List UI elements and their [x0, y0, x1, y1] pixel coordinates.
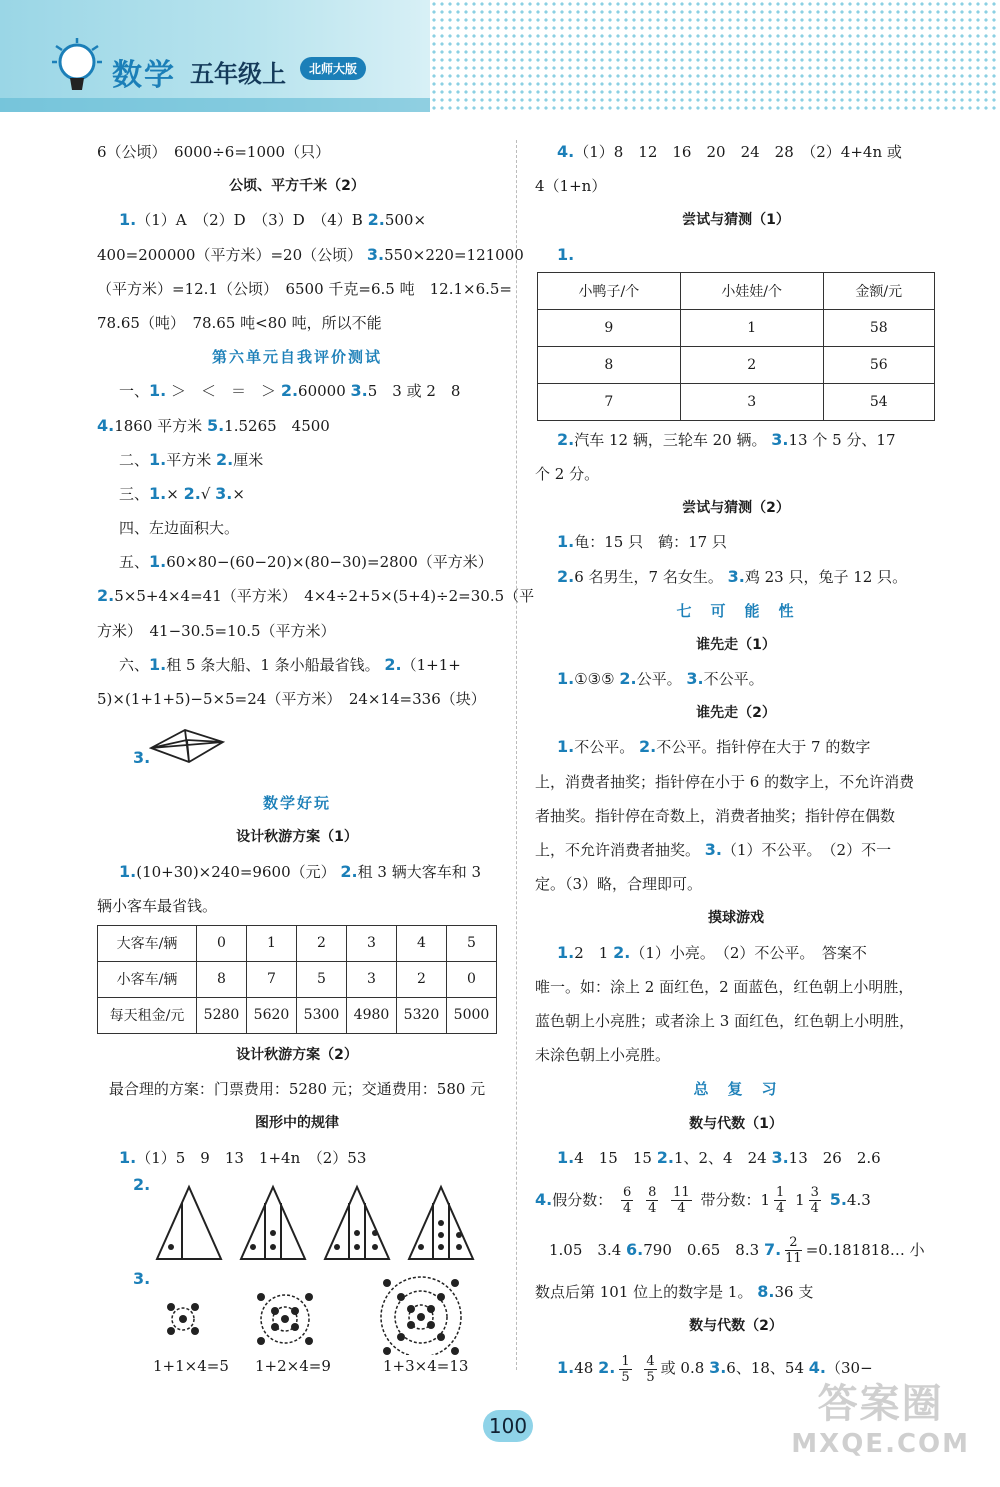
triangle-figure-4: [409, 1187, 473, 1259]
answer-text: ①③⑤: [574, 670, 615, 689]
text-line: [97, 409, 497, 443]
numerator: 6: [623, 1185, 632, 1201]
question-number: 2.: [639, 737, 657, 757]
answer-text: 1.05 3.4: [549, 1240, 622, 1259]
equation-label: 1+3×4=13: [383, 1356, 469, 1375]
answer-text: 48: [574, 1359, 594, 1378]
question-number: 1.: [149, 654, 167, 674]
question-number: 3.: [215, 483, 233, 503]
text-line: [97, 374, 497, 408]
answer-text: （1+1+: [401, 655, 461, 674]
section-heading: 图形中的规律: [255, 1115, 339, 1132]
dot-figure-3: [381, 1277, 461, 1355]
answer-text: =0.181818… 小: [805, 1240, 925, 1259]
text-line: [97, 203, 497, 237]
watermark: [791, 1372, 970, 1459]
table-cell: 7: [247, 961, 297, 997]
fraction: [644, 1354, 656, 1385]
table-cell: 2: [297, 925, 347, 961]
section-heading: 设计秋游方案（2）: [236, 1046, 358, 1063]
question-number: 7.: [763, 1239, 782, 1259]
answer-text: （1）小亮。 （2）不公平。 答案不: [630, 943, 867, 962]
numerator: 1: [621, 1353, 630, 1369]
table-cell: 8: [197, 961, 247, 997]
question-number: 4.: [97, 415, 115, 435]
answer-text: ×: [166, 484, 179, 503]
text-line: [535, 662, 937, 696]
table-cell: 1: [247, 925, 297, 961]
answer-text: 60×80−(60−20)×(80−30)=2800（平方米）: [166, 553, 493, 572]
triangle-figure-1: [157, 1187, 221, 1259]
question-number: 2.: [598, 1358, 616, 1378]
table-cell: 5620: [247, 997, 297, 1033]
edition-badge: 北师大版: [300, 57, 366, 80]
text-line: 方米） 41−30.5=10.5（平方米）: [97, 621, 336, 640]
numerator: 11: [673, 1185, 690, 1201]
answer-text: 不公平。指针停在大于 7 的数字: [656, 738, 871, 757]
text-line: （平方米）=12.1（公顷） 6500 千克=6.5 吨 12.1×6.5=: [97, 279, 512, 298]
numerator: 1: [776, 1185, 785, 1201]
text-line: 78.65（吨） 78.65 吨<80 吨，所以不能: [97, 313, 382, 332]
answer-text: 13 26 2.6: [788, 1148, 881, 1167]
triangle-figure-3: [325, 1187, 389, 1259]
text-line: [535, 1275, 937, 1309]
table-row: [538, 272, 935, 309]
question-number: 2.: [557, 429, 575, 449]
row-header-cell: 大客车/辆: [98, 925, 197, 961]
text-line: 4（1+n）: [535, 177, 607, 196]
text-line: [535, 135, 937, 169]
section-heading: 谁先走（1）: [696, 636, 776, 653]
text-line: [97, 238, 524, 272]
answer-text: （1）不公平。 （2）不一: [722, 841, 892, 859]
answer-text: 鸡 23 只，兔子 12 只。: [744, 567, 908, 586]
text-line: [97, 855, 497, 889]
table-cell: 小娃娃/个: [680, 272, 823, 309]
table-row: [98, 925, 497, 961]
unit-heading: 七 可 能 性: [676, 601, 796, 620]
numerator: 8: [648, 1185, 657, 1201]
answer-text: 数点后第 101 位上的数字是 1。: [535, 1282, 753, 1301]
question-number: 3.: [133, 1268, 151, 1288]
text-line: 定。（3）略，合理即可。: [535, 875, 703, 894]
table-cell: 3: [347, 961, 397, 997]
text-line: [97, 477, 497, 511]
answer-text: 1、2、4 24: [673, 1148, 767, 1167]
table-row: [98, 961, 497, 997]
answer-text: 租 5 条大船、1 条小船最省钱。: [166, 655, 380, 674]
fraction: [646, 1185, 658, 1216]
section-heading: 谁先走（2）: [696, 705, 776, 722]
text-line: [535, 730, 937, 764]
answer-text: (10+30)×240=9600（元）: [136, 862, 336, 881]
table-cell: 5: [297, 961, 347, 997]
denominator: 5: [646, 1369, 655, 1385]
text-line: [97, 545, 497, 579]
text-line: 蓝色朝上小亮胜；或者涂上 3 面红色，红色朝上小明胜，: [535, 1011, 915, 1030]
text-line: 最合理的方案：门票费用：5280 元；交通费用：580 元: [108, 1080, 486, 1099]
answer-text: 租 3 辆大客车和 3: [357, 862, 482, 881]
text-line: [535, 525, 937, 559]
question-number: 2.: [280, 381, 299, 401]
question-number: 4.: [535, 1189, 553, 1209]
answer-text: 1: [795, 1190, 805, 1209]
row-header-cell: 小鸭子/个: [538, 272, 681, 309]
row-header-cell: 8: [538, 346, 681, 383]
text-line: [535, 423, 937, 457]
row-header-cell: 每天租金/元: [98, 997, 197, 1033]
question-number: 5.: [206, 415, 225, 435]
question-number: 1.: [557, 737, 575, 757]
column-divider: [516, 140, 517, 1370]
unit-heading: 总 复 习: [693, 1080, 779, 1099]
dot-figure-2: [257, 1293, 313, 1345]
answer-text: 1860 平方米: [114, 416, 203, 435]
triangle-pattern-row: [97, 1175, 497, 1265]
row-header-cell: 小客车/辆: [98, 961, 197, 997]
table-cell: 1: [680, 309, 823, 346]
question-number: 1.: [557, 942, 575, 962]
text-line: 者抽奖。指针停在奇数上，消费者抽奖；指针停在偶数: [535, 806, 896, 825]
answer-text: 1.5265 4500: [224, 416, 330, 435]
question-number: 1.: [149, 552, 167, 572]
section-heading: 数与代数（2）: [689, 1318, 783, 1335]
denominator: 5: [621, 1369, 630, 1385]
denominator: 4: [677, 1201, 686, 1217]
question-number: 1.: [557, 532, 575, 552]
question-number: 1.: [119, 210, 137, 230]
answer-text: 平方米: [166, 450, 212, 469]
watermark-title: 答案圈: [817, 1381, 944, 1427]
unit-heading: 第六单元自我评价测试: [211, 348, 382, 367]
table-cell: 56: [823, 346, 934, 383]
table-row: [538, 383, 935, 420]
prism-figure-row: [97, 716, 497, 786]
answer-text: 或 0.8: [660, 1359, 705, 1378]
trip-table: [97, 925, 497, 1034]
question-number: 2.: [656, 1147, 674, 1167]
text-line: 5)×(1+1+5)−5×5=24（平方米） 24×14=336（块）: [97, 690, 486, 708]
question-number: 3.: [771, 1147, 789, 1167]
answer-text: 60000: [298, 382, 346, 401]
text-line: [535, 560, 937, 594]
table-cell: 5: [447, 925, 497, 961]
part-label: 六、: [119, 655, 150, 674]
table-row: [538, 309, 935, 346]
section-heading: 设计秋游方案（1）: [236, 829, 358, 846]
text-line: 上，消费者抽奖；指针停在小于 6 的数字上，不允许消费: [535, 772, 915, 791]
question-number: 3.: [133, 748, 151, 768]
denominator: 4: [623, 1201, 632, 1217]
text-line: [97, 443, 497, 477]
denominator: 4: [776, 1201, 785, 1217]
text-line: 四、左边面积大。: [119, 519, 240, 538]
answer-text: 6 名男生，7 名女生。: [574, 567, 723, 586]
table-cell: 4: [397, 925, 447, 961]
answer-text: 790 0.65 8.3: [643, 1240, 760, 1259]
answer-text: ＞ ＜ ＝ ＞: [171, 382, 277, 401]
question-number: 2.: [557, 566, 575, 586]
part-label: 三、: [119, 484, 150, 503]
question-number: 1.: [149, 449, 167, 469]
denominator: 4: [810, 1201, 819, 1217]
text-line: [535, 1225, 937, 1275]
text-line: [97, 579, 535, 613]
numerator: 3: [810, 1185, 819, 1201]
table-cell: 54: [823, 383, 934, 420]
equation-label: 1+2×4=9: [255, 1356, 331, 1375]
answer-text: 厘米: [233, 450, 264, 469]
fraction: [619, 1354, 631, 1385]
fraction: [671, 1185, 692, 1216]
right-column: [535, 135, 937, 1393]
equation-label: 1+1×4=5: [153, 1356, 229, 1375]
question-number: 3.: [686, 669, 704, 689]
question-number: 1.: [557, 669, 575, 689]
question-number: 4.: [557, 142, 575, 161]
fraction: [809, 1185, 821, 1216]
text-line: 唯一。如：涂上 2 面红色，2 面蓝色，红色朝上小明胜，: [535, 977, 914, 996]
question-number: 3.: [709, 1358, 727, 1378]
answer-text: 汽车 12 辆，三轮车 20 辆。: [574, 430, 767, 449]
text-line: [535, 936, 937, 970]
question-number: 3.: [727, 566, 745, 586]
question-number: 3.: [704, 840, 723, 859]
table-cell: 2: [680, 346, 823, 383]
answer-text: 500×: [384, 211, 427, 230]
header-stripe: [0, 98, 430, 112]
question-number: 1.: [557, 244, 575, 264]
section-heading: 数与代数（1）: [689, 1115, 783, 1132]
fraction: [621, 1185, 633, 1216]
subject-title: 数学: [112, 58, 176, 93]
try-table: [537, 272, 935, 421]
table-cell: 3: [680, 383, 823, 420]
text-line: 未涂色朝上小亮胜。: [535, 1046, 671, 1065]
question-number: 1.: [557, 1358, 575, 1378]
question-number: 1.: [149, 381, 167, 401]
text-line: [97, 1141, 497, 1175]
question-number: 3.: [366, 244, 385, 264]
text-line: [535, 1141, 937, 1175]
table-cell: 2: [397, 961, 447, 997]
question-number: 2.: [133, 1174, 151, 1194]
text-line: 6（公顷） 6000÷6=1000（只）: [97, 143, 331, 161]
section-heading: 尝试与猜测（2）: [682, 500, 790, 517]
part-label: 二、: [119, 450, 150, 469]
triangle-figure-2: [241, 1187, 305, 1259]
text-line: [97, 648, 497, 682]
header-dot-pattern: [430, 0, 1000, 112]
answer-text: 上，不允许消费者抽奖。: [535, 841, 701, 859]
row-header-cell: 7: [538, 383, 681, 420]
answer-text: 龟：15 只 鹤：17 只: [574, 533, 727, 552]
numerator: 4: [646, 1353, 655, 1369]
question-number: 2.: [367, 210, 385, 230]
answer-text: （1）5 9 13 1+4n （2）53: [136, 1148, 367, 1167]
answer-text: （30−: [826, 1359, 873, 1378]
question-number: 2.: [619, 669, 637, 689]
answer-text: （1）8 12 16 20 24 28 （2）4+4n 或: [574, 143, 902, 161]
question-number: 3.: [771, 429, 789, 449]
grade-title: 五年级上: [190, 60, 286, 88]
question-number: 2.: [97, 586, 115, 606]
answer-text: ×: [232, 484, 245, 503]
question-number: 3.: [350, 381, 368, 401]
question-number: 2.: [384, 654, 402, 674]
answer-text: 13 个 5 分、17: [788, 430, 896, 449]
question-number: 1.: [557, 1147, 575, 1167]
answer-text: 550×220=121000: [384, 245, 524, 264]
table-cell: 5320: [397, 997, 447, 1033]
part-label: 一、: [119, 382, 150, 401]
answer-text: 5×5+4×4=41（平方米） 4×4÷2+5×(5+4)÷2=30.5（平: [114, 587, 535, 606]
text-line: [535, 833, 937, 867]
row-header-cell: 9: [538, 309, 681, 346]
page-number: 100: [483, 1410, 533, 1442]
table-row: [98, 997, 497, 1033]
answer-text: 不公平。: [703, 670, 764, 689]
table-cell: 5000: [447, 997, 497, 1033]
table-cell: 0: [197, 925, 247, 961]
answer-text: 400=200000（平方米）=20（公顷）: [97, 245, 363, 264]
question-number: 1.: [119, 1147, 137, 1167]
question-number: 2.: [216, 449, 234, 469]
question-number: 1.: [149, 483, 167, 503]
pyramid-figure: [149, 726, 225, 766]
lightbulb-icon: [52, 38, 102, 98]
triangle-pattern-figures: [137, 1183, 497, 1263]
table-cell: 3: [347, 925, 397, 961]
dot-pattern-row: [97, 1265, 497, 1383]
question-number: 2.: [613, 942, 631, 962]
question-number: 2.: [183, 483, 201, 503]
watermark-url: MXQE.COM: [791, 1429, 970, 1459]
answer-text: 带分数：1: [700, 1190, 771, 1209]
answer-text: 36 支: [774, 1282, 814, 1301]
text-line: 个 2 分。: [535, 464, 600, 483]
answer-text: 不公平。: [574, 738, 635, 757]
answer-text: 6、18、54: [726, 1359, 804, 1378]
table-cell: 金额/元: [823, 272, 934, 309]
fraction: [774, 1185, 786, 1216]
dot-pattern-figures: [147, 1265, 497, 1355]
answer-text: 2 1: [574, 943, 609, 962]
section-heading: 数学好玩: [262, 794, 331, 813]
section-heading: 摸球游戏: [708, 910, 764, 927]
question-number: 6.: [626, 1239, 644, 1259]
answer-text: （1）A （2）D （3）D （4）B: [136, 211, 363, 230]
table-cell: 5280: [197, 997, 247, 1033]
fraction: [785, 1235, 802, 1266]
text-line: [535, 1175, 937, 1225]
answer-text: √: [200, 484, 211, 503]
left-column: [97, 135, 535, 1383]
table-cell: 58: [823, 309, 934, 346]
text-line: [535, 238, 937, 272]
question-number: 8.: [757, 1281, 775, 1301]
text-line: 辆小客车最省钱。: [97, 896, 218, 915]
section-heading: 尝试与猜测（1）: [682, 212, 790, 229]
table-cell: 5300: [297, 997, 347, 1033]
question-number: 1.: [119, 861, 137, 881]
answer-text: 公平。: [636, 670, 682, 689]
answer-text: 4 15 15: [574, 1148, 652, 1167]
question-number: 2.: [340, 861, 358, 881]
section-heading: 公顷、平方千米（2）: [229, 178, 365, 195]
table-row: [538, 346, 935, 383]
numerator: 2: [785, 1235, 802, 1251]
table-cell: 4980: [347, 997, 397, 1033]
denominator: 4: [648, 1201, 657, 1217]
question-number: 4.: [808, 1358, 826, 1378]
answer-text: 5 3 或 2 8: [367, 382, 461, 401]
answer-text: 4.3: [846, 1190, 871, 1209]
dot-figure-1: [167, 1303, 199, 1335]
denominator: 11: [785, 1251, 802, 1267]
question-number: 5.: [829, 1189, 847, 1209]
part-label: 五、: [119, 553, 150, 572]
table-cell: 0: [447, 961, 497, 997]
answer-text: 假分数：: [552, 1190, 613, 1209]
